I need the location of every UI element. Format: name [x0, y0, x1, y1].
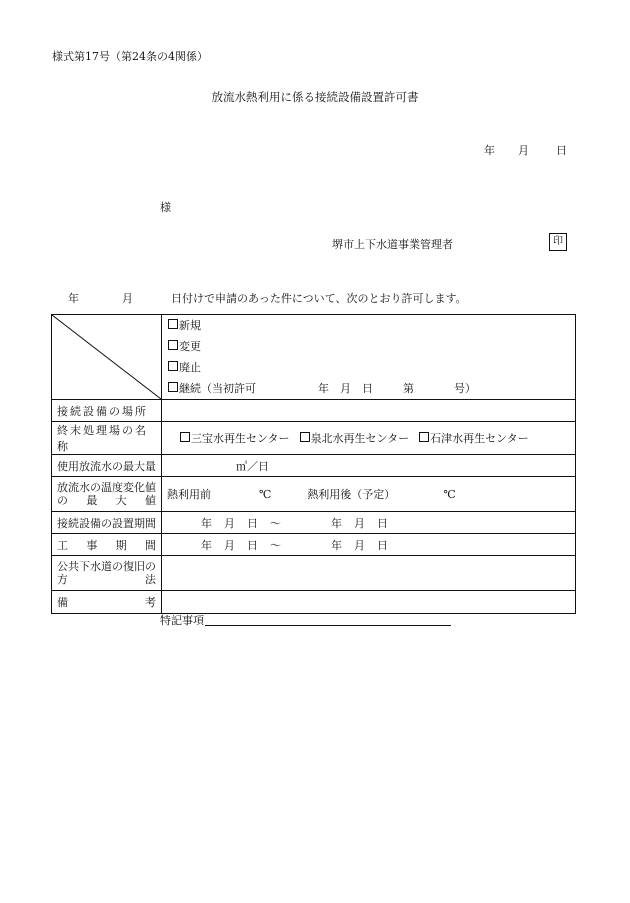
special-notes-label: 特記事項	[160, 614, 204, 627]
special-notes-underline	[205, 625, 451, 626]
permit-text: 日付けで申請のあった件について、次のとおり許可します。	[171, 292, 467, 305]
document-title: 放流水熱利用に係る接続設備設置許可書	[211, 90, 419, 104]
checkbox-icon	[419, 432, 429, 442]
date-month-label: 月	[518, 144, 529, 157]
category-option-change[interactable]	[162, 336, 575, 357]
checkbox-icon	[168, 361, 178, 371]
category-label: 新規	[179, 319, 201, 332]
addressee-suffix: 様	[160, 201, 171, 214]
seal-mark: 印	[549, 233, 567, 251]
restoration-value-cell[interactable]	[162, 556, 576, 591]
temp-change-label: 放流水の温度変化値 の 最 大 値	[52, 477, 162, 512]
category-options-cell	[162, 315, 576, 400]
max-flow-value-cell[interactable]	[162, 455, 576, 477]
restoration-row	[52, 556, 576, 591]
max-flow-row	[52, 455, 576, 477]
checkbox-icon	[180, 432, 190, 442]
permit-sentence	[68, 290, 467, 306]
temp-before-label: 熱利用前	[167, 488, 211, 501]
remarks-row	[52, 591, 576, 614]
checkbox-icon	[168, 319, 178, 329]
checkbox-icon	[168, 340, 178, 350]
location-row	[52, 400, 576, 422]
max-flow-label: 使用放流水の最大量	[52, 455, 162, 477]
form-number: 様式第17号（第24条の4関係）	[52, 50, 208, 63]
plant-option-senboku[interactable]: 泉北水再生センター	[300, 430, 410, 446]
category-label: 変更	[179, 340, 201, 353]
install-period-row	[52, 512, 576, 534]
work-period-row	[52, 534, 576, 556]
category-row	[52, 315, 576, 400]
continuation-no-prefix: 第	[403, 382, 414, 395]
continuation-label: 継続（当初許可	[179, 382, 256, 395]
date-day-label: 日	[556, 144, 567, 157]
continuation-year: 年	[318, 382, 329, 395]
install-period-value-cell[interactable]: 年 月 日 ～ 年 月 日	[162, 512, 576, 534]
temp-after-unit: ℃	[443, 488, 456, 501]
diagonal-header-cell	[52, 315, 162, 400]
remarks-value-cell[interactable]	[162, 591, 576, 614]
issue-date	[484, 142, 567, 158]
continuation-no-suffix: 号）	[454, 382, 476, 395]
continuation-day: 日	[362, 382, 373, 395]
permit-month-label: 月	[122, 292, 133, 305]
category-option-abolish[interactable]	[162, 357, 575, 378]
remarks-label: 備 考	[52, 591, 162, 614]
install-period-label: 接続設備の設置期間	[52, 512, 162, 534]
work-period-value-cell[interactable]: 年 月 日 ～ 年 月 日	[162, 534, 576, 556]
category-option-continuation[interactable]	[162, 378, 575, 399]
category-label: 廃止	[179, 361, 201, 374]
checkbox-icon	[168, 382, 178, 392]
category-option-new[interactable]	[162, 315, 575, 336]
location-label: 接続設備の場所	[52, 400, 162, 422]
location-value-cell[interactable]	[162, 400, 576, 422]
restoration-label: 公共下水道の復旧の 方 法	[52, 556, 162, 591]
plant-options-cell	[162, 422, 576, 455]
permit-table	[51, 314, 576, 614]
continuation-month: 月	[340, 382, 351, 395]
diagonal-line	[52, 315, 161, 399]
date-year-label: 年	[484, 144, 495, 157]
temp-after-label: 熱利用後（予定）	[307, 488, 396, 501]
checkbox-icon	[300, 432, 310, 442]
plant-option-ishizu[interactable]: 石津水再生センター	[419, 430, 529, 446]
temp-before-unit: ℃	[259, 488, 272, 501]
permit-year-label: 年	[68, 292, 79, 305]
work-period-label: 工 事 期 間	[52, 534, 162, 556]
plant-row	[52, 422, 576, 455]
max-flow-unit: ㎥／日	[236, 459, 269, 473]
plant-label: 終末処理場の名称	[52, 422, 162, 455]
temp-change-value-cell[interactable]	[162, 477, 576, 512]
issuer-name: 堺市上下水道事業管理者	[332, 238, 453, 251]
temp-change-row	[52, 477, 576, 512]
plant-option-sanpo[interactable]: 三宝水再生センター	[180, 430, 290, 446]
